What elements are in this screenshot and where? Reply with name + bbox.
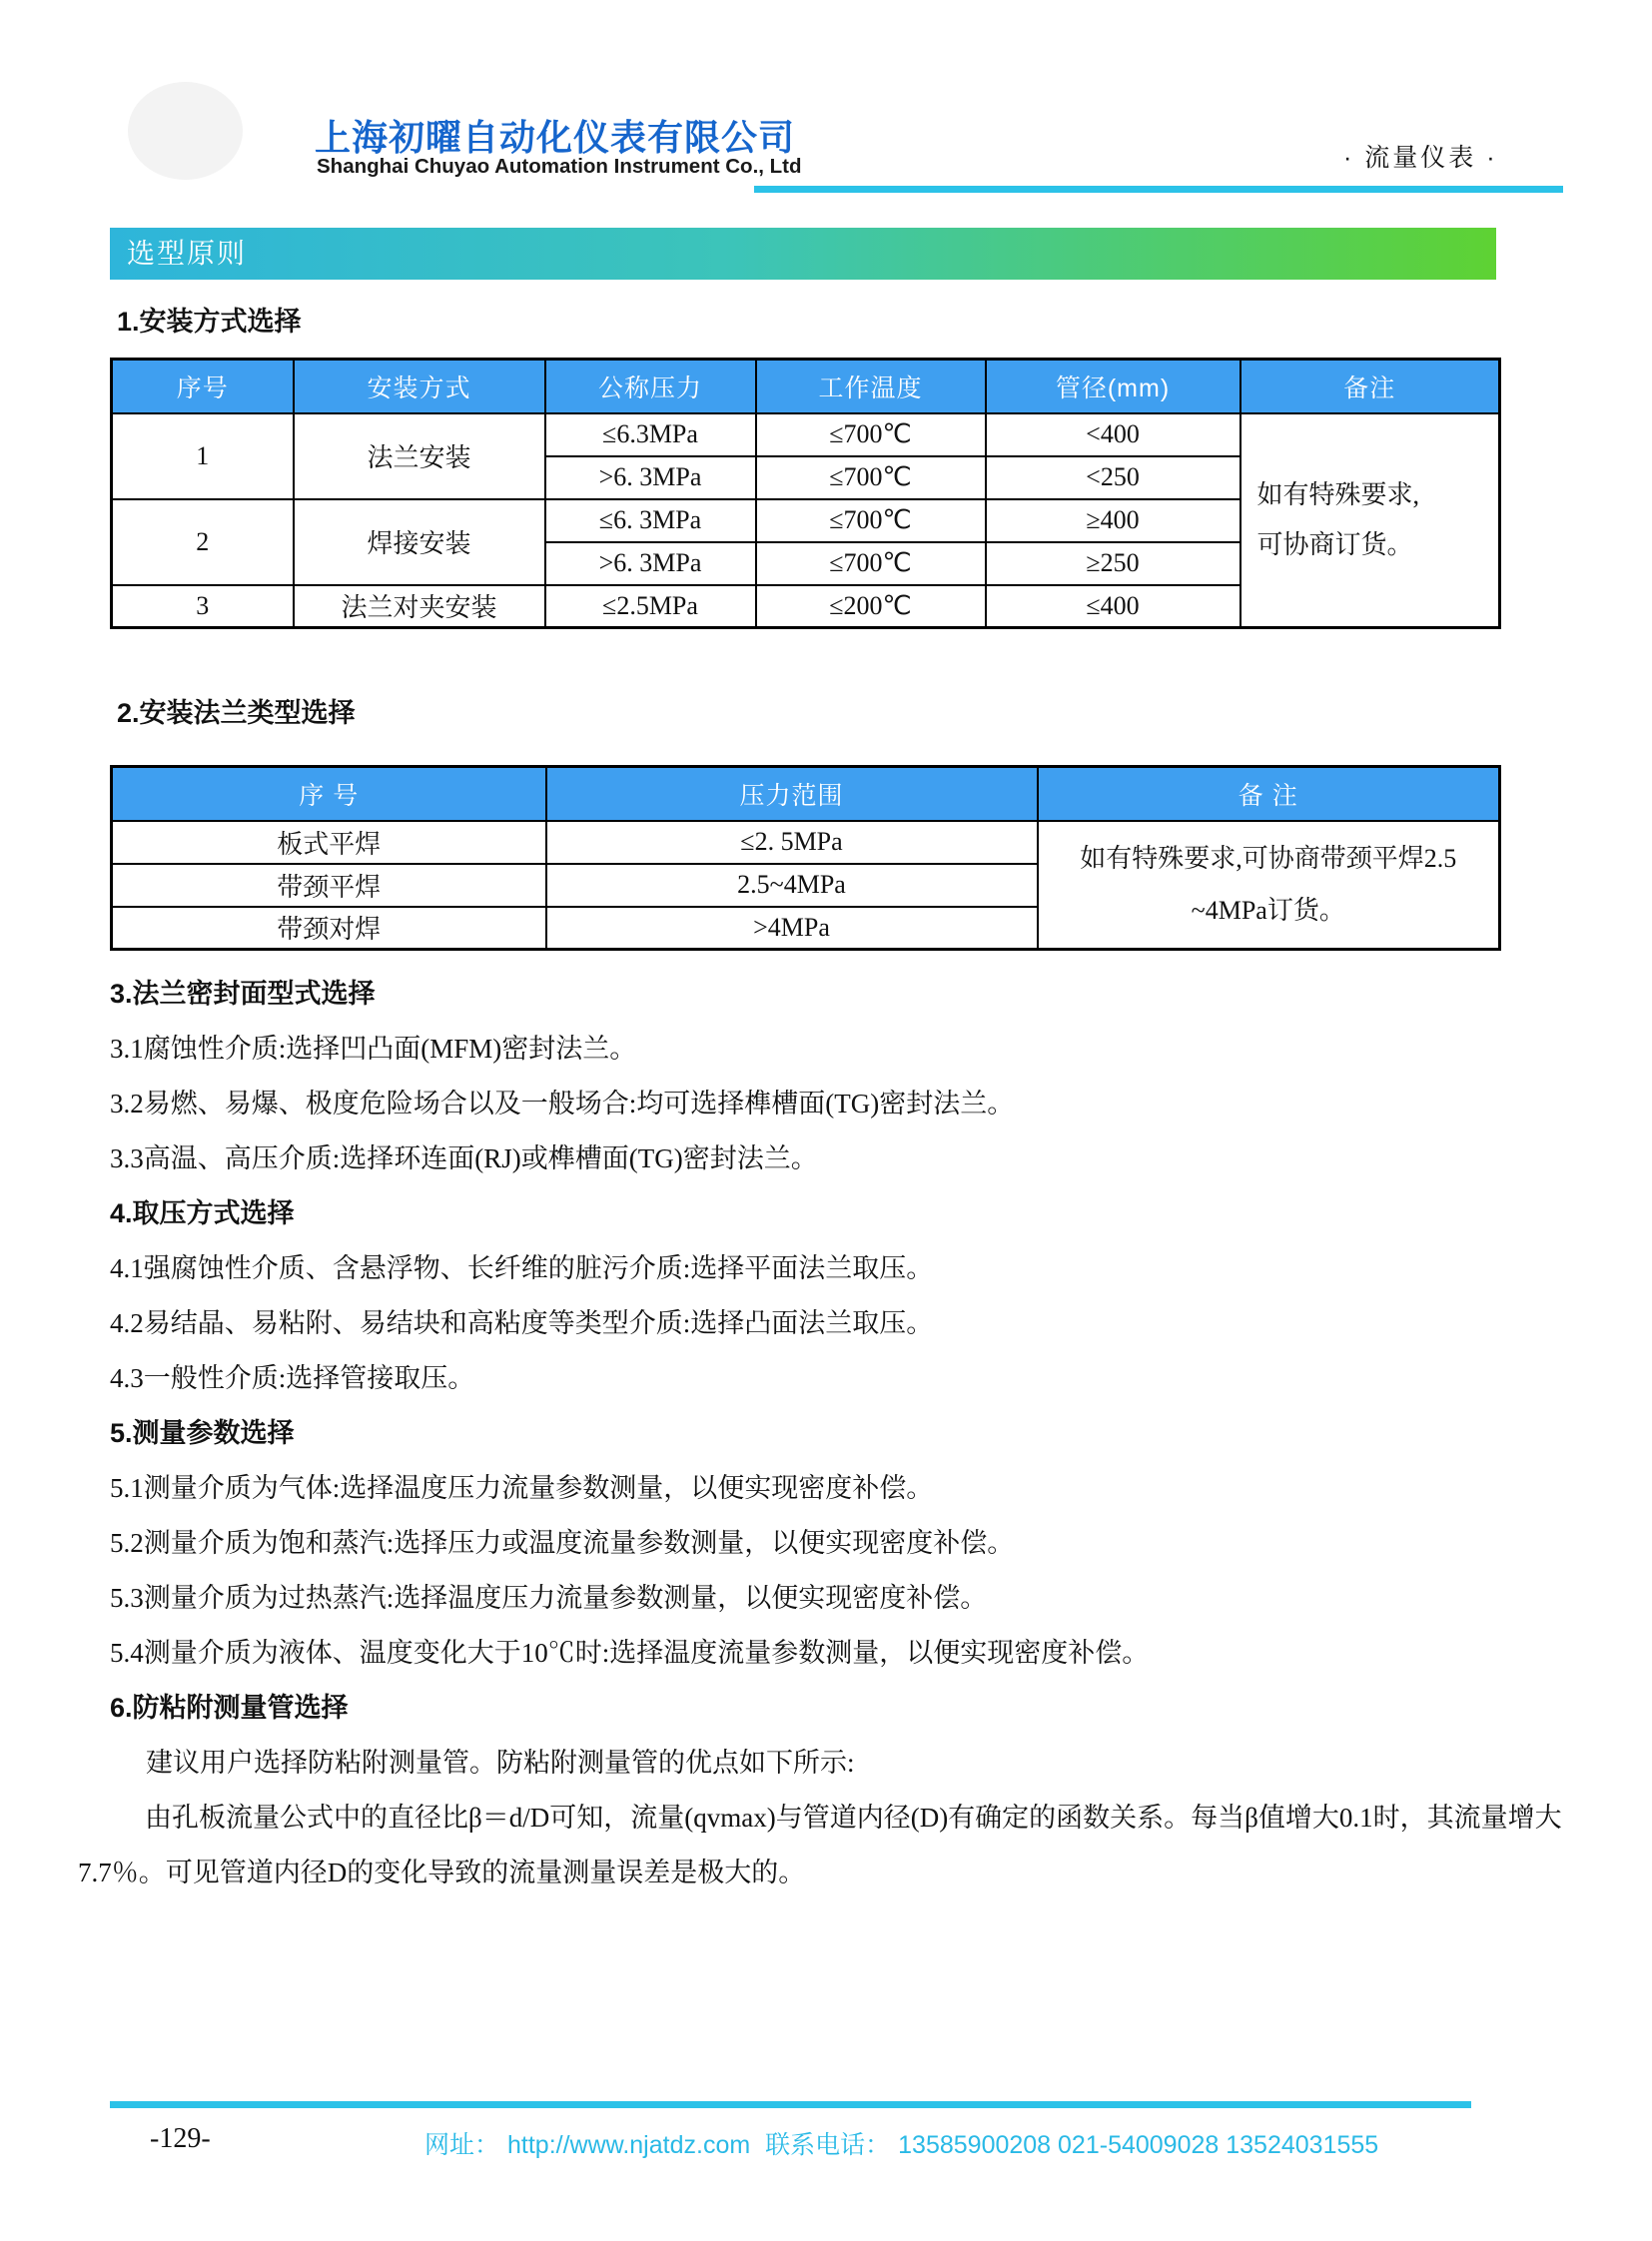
paragraph: 5.4测量介质为液体、温度变化大于10℃时:选择温度流量参数测量，以便实现密度补偿。 — [110, 1638, 1150, 1668]
website-url: http://www.njatdz.com — [507, 2131, 751, 2159]
page-number: -129- — [150, 2123, 211, 2154]
paragraph: 5.1测量介质为气体:选择温度压力流量参数测量，以便实现密度补偿。 — [110, 1473, 934, 1503]
cell-seq: 2 — [112, 499, 294, 585]
phone-numbers: 13585900208 021-54009028 13524031555 — [898, 2131, 1379, 2159]
paragraph: 3.1腐蚀性介质:选择凹凸面(MFM)密封法兰。 — [110, 1034, 637, 1064]
cell-pressure-range: ≤2. 5MPa — [546, 821, 1038, 864]
company-name-en: Shanghai Chuyao Automation Instrument Co., Ltd — [317, 155, 802, 178]
heading-flange-type: 2.安装法兰类型选择 — [117, 698, 356, 728]
paragraph: 4.1强腐蚀性介质、含悬浮物、长纤维的脏污介质:选择平面法兰取压。 — [110, 1253, 934, 1283]
cell-diameter: <250 — [986, 456, 1240, 499]
cell-flange-type: 板式平焊 — [112, 821, 546, 864]
company-logo — [128, 82, 243, 180]
col-header-pressure: 公称压力 — [545, 360, 756, 413]
table-header-row — [112, 360, 1500, 413]
col-header-seq: 序号 — [112, 360, 294, 413]
table-header-row — [112, 767, 1500, 821]
paragraph: 建议用户选择防粘附测量管。防粘附测量管的优点如下所示: — [146, 1748, 855, 1778]
heading-seal-face: 3.法兰密封面型式选择 — [110, 979, 376, 1009]
section-banner — [110, 228, 1496, 280]
note-line: 可协商订货。 — [1256, 529, 1413, 559]
col-header-method: 安装方式 — [294, 360, 545, 413]
cell-method: 焊接安装 — [294, 499, 545, 585]
cell-seq: 3 — [112, 585, 294, 628]
col-header-diameter: 管径(mm) — [986, 360, 1240, 413]
cell-pressure: >6. 3MPa — [545, 542, 756, 585]
paragraph: 4.3一般性介质:选择管接取压。 — [110, 1363, 475, 1393]
header-divider — [754, 186, 1563, 193]
flange-type-table — [110, 765, 1501, 951]
paragraph: 5.3测量介质为过热蒸汽:选择温度压力流量参数测量，以便实现密度补偿。 — [110, 1583, 988, 1613]
col-header-seq: 序 号 — [112, 767, 546, 821]
cell-method: 法兰安装 — [294, 413, 545, 499]
paragraph: 4.2易结晶、易粘附、易结块和高粘度等类型介质:选择凸面法兰取压。 — [110, 1308, 934, 1338]
section-banner-title: 选型原则 — [127, 238, 248, 269]
heading-anti-stick: 6.防粘附测量管选择 — [110, 1693, 349, 1723]
footer-contact — [424, 2125, 1386, 2161]
cell-pressure: ≤2.5MPa — [545, 585, 756, 628]
cell-temp: ≤700℃ — [756, 456, 986, 499]
cell-flange-type: 带颈平焊 — [112, 864, 546, 907]
note-line: ~4MPa订货。 — [1191, 895, 1345, 925]
table-row — [112, 821, 1500, 864]
cell-note — [1038, 821, 1500, 950]
cell-diameter: <400 — [986, 413, 1240, 456]
cell-temp: ≤700℃ — [756, 542, 986, 585]
cell-note — [1240, 413, 1500, 628]
cell-method: 法兰对夹安装 — [294, 585, 545, 628]
category-label: · 流量仪表 · — [1343, 144, 1498, 172]
paragraph: 3.3高温、高压介质:选择环连面(RJ)或榫槽面(TG)密封法兰。 — [110, 1143, 818, 1173]
heading-pressure-tap: 4.取压方式选择 — [110, 1198, 295, 1228]
col-header-pressure-range: 压力范围 — [546, 767, 1038, 821]
cell-pressure: ≤6. 3MPa — [545, 499, 756, 542]
website-label: 网址： — [424, 2131, 500, 2159]
cell-seq: 1 — [112, 413, 294, 499]
cell-pressure: >6. 3MPa — [545, 456, 756, 499]
paragraph: 3.2易燃、易爆、极度危险场合以及一般场合:均可选择榫槽面(TG)密封法兰。 — [110, 1089, 1015, 1119]
col-header-note: 备注 — [1240, 360, 1500, 413]
phone-label: 联系电话： — [765, 2131, 891, 2159]
cell-temp: ≤700℃ — [756, 413, 986, 456]
cell-temp: ≤700℃ — [756, 499, 986, 542]
footer-divider — [110, 2101, 1471, 2108]
note-line: 如有特殊要求, — [1256, 479, 1420, 509]
cell-temp: ≤200℃ — [756, 585, 986, 628]
paragraph: 由孔板流量公式中的直径比β＝d/D可知，流量(qvmax)与管道内径(D)有确定的函数关系。每当β值增大0.1时，其流量增大7.7％。可见管道内径D的变化导致的流量测量误差是极大的。 — [78, 1803, 1562, 1887]
paragraph: 5.2测量介质为饱和蒸汽:选择压力或温度流量参数测量，以便实现密度补偿。 — [110, 1528, 1015, 1558]
heading-measure-params: 5.测量参数选择 — [110, 1418, 295, 1448]
col-header-note: 备 注 — [1038, 767, 1500, 821]
cell-pressure-range: 2.5~4MPa — [546, 864, 1038, 907]
note-line: 如有特殊要求,可协商带颈平焊2.5 — [1080, 843, 1457, 873]
cell-diameter: ≤400 — [986, 585, 1240, 628]
cell-pressure: ≤6.3MPa — [545, 413, 756, 456]
text-sections — [78, 967, 1562, 1900]
cell-diameter: ≥250 — [986, 542, 1240, 585]
col-header-temp: 工作温度 — [756, 360, 986, 413]
company-name-cn: 上海初曜自动化仪表有限公司 — [315, 117, 796, 158]
install-method-table — [110, 358, 1501, 629]
cell-flange-type: 带颈对焊 — [112, 907, 546, 950]
cell-diameter: ≥400 — [986, 499, 1240, 542]
heading-install-method: 1.安装方式选择 — [117, 307, 302, 337]
cell-pressure-range: >4MPa — [546, 907, 1038, 950]
table-row — [112, 413, 1500, 456]
